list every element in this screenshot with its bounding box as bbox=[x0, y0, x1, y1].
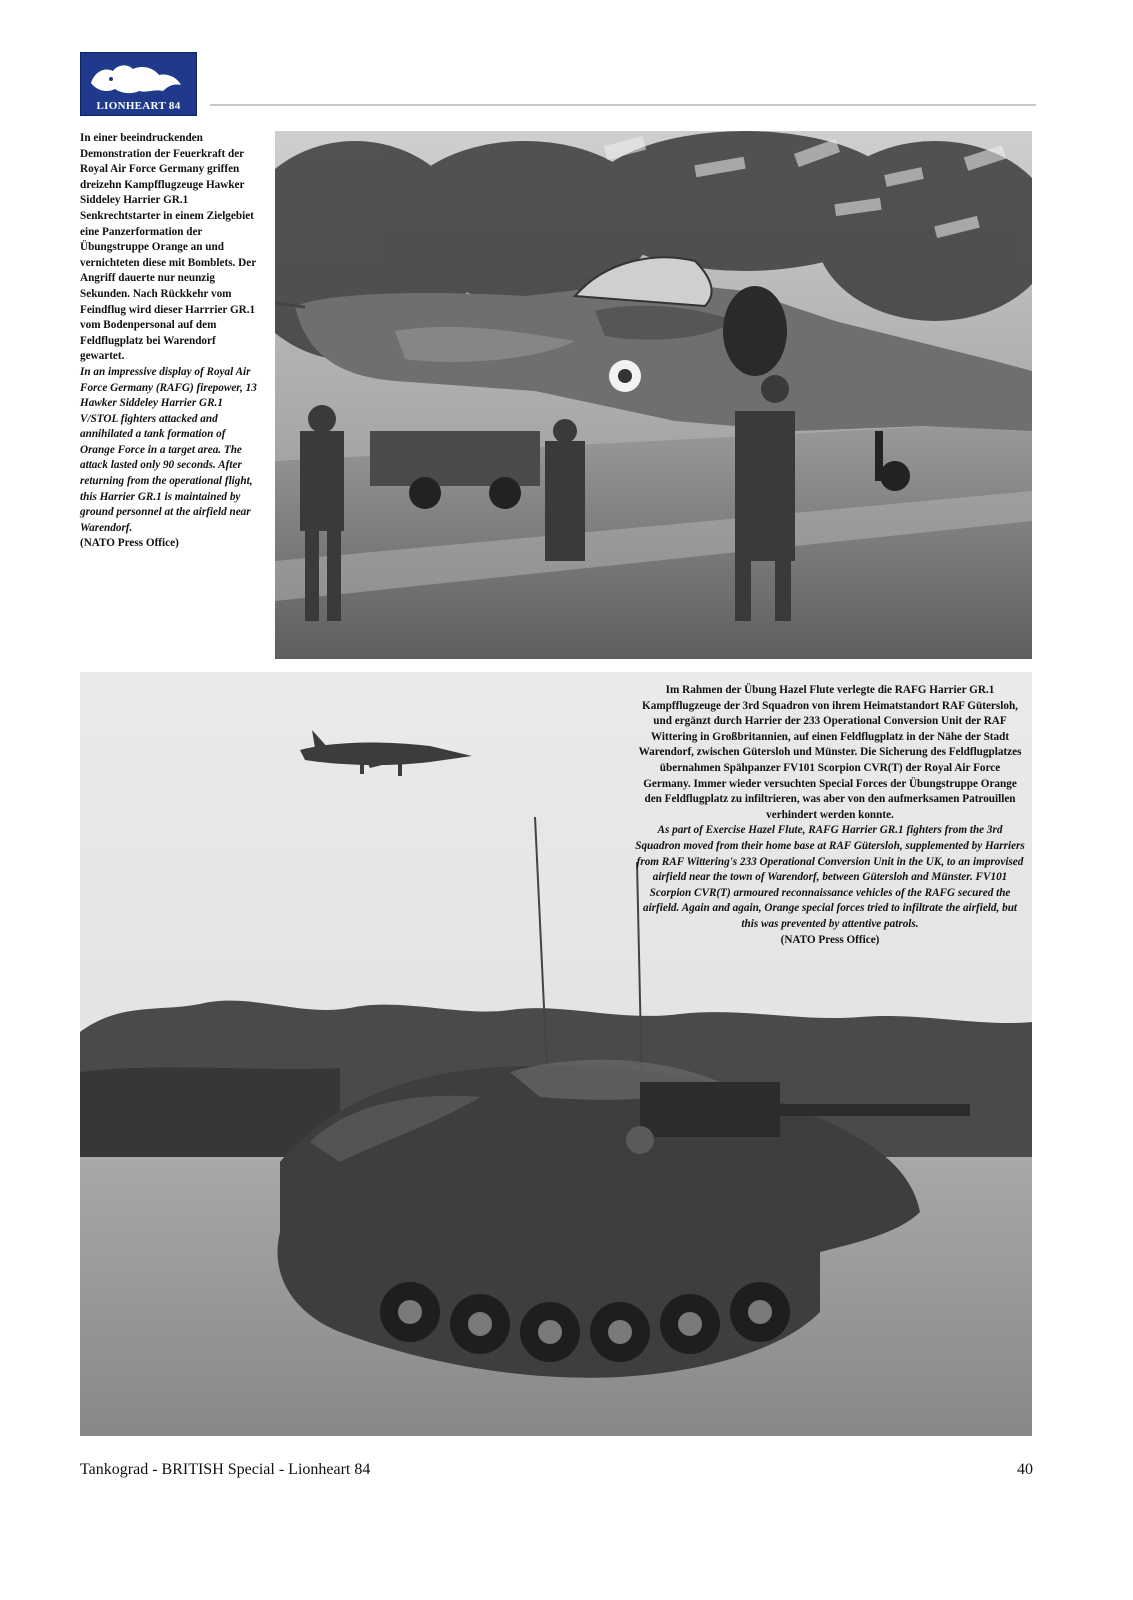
caption-left-english: In an impressive display of Royal Air Force Germany (RAFG) firepower, 13 Hawker Siddeley Harrier GR.1 V/STOL fighters attacked and annihilated a tank formation of Orange Force in a target area. The attack lasted only 90 seconds. After returning from the operational flight, this Harrier GR.1 is maintained by ground personnel at the airfield near Warendorf. bbox=[80, 365, 257, 534]
caption-left-credit: (NATO Press Office) bbox=[80, 537, 179, 550]
footer-title: Tankograd - BRITISH Special - Lionheart 84 bbox=[80, 1461, 371, 1478]
header-rule bbox=[210, 104, 1036, 106]
lionheart-logo bbox=[80, 52, 197, 116]
caption-right-german: Im Rahmen der Übung Hazel Flute verlegte die RAFG Harrier GR.1 Kampfflugzeuge der 3rd Squadron von ihrem Heimatstandort RAF Gütersloh, und ergänzt durch Harrier der 233 Operational Conversion Unit der RAF Wittering in Großbritannien, auf einen Feldflugplatz in der Nähe der Stadt Warendorf, zwischen Gütersloh und Münster. Die Sicherung des Feldflugplatzes übernahmen Spähpanzer FV101 Scorpion CVR(T) der Royal Air Force Germany. Immer wieder versuchten Special Forces der Übungstruppe Orange den Feldflugplatz zu infiltrieren, was aber von den aufmerksamen Patrouillen verhindert werden konnte. bbox=[638, 684, 1022, 821]
caption-left bbox=[80, 131, 260, 552]
caption-right-english: As part of Exercise Hazel Flute, RAFG Harrier GR.1 fighters from the 3rd Squadron moved from their home base at RAF Gütersloh, supplemented by Harriers from RAF Wittering's 233 Operational Conversion Unit in the UK, to an improvised airfield near the town of Warendorf, between Gütersloh and Münster. FV101 Scorpion CVR(T) armoured reconnaissance vehicles of the RAFG secured the airfield. Again and again, Orange special forces tried to infiltrate the airfield, but this was prevented by attentive patrols. bbox=[635, 824, 1025, 930]
page-number: 40 bbox=[1017, 1461, 1033, 1478]
caption-left-german: In einer beeindruckenden Demonstration der Feuerkraft der Royal Air Force Germany griffen dreizehn Kampfflugzeuge Hawker Siddeley Harrier GR.1 Senkrechtstarter in einem Zielgebiet eine Panzerformation der Übungstruppe Orange an und vernichteten diese mit Bomblets. Der Angriff dauerte nur neunzig Sekunden. Nach Rückkehr vom Feindflug wird dieser Harrrier GR.1 vom Bodenpersonal auf dem Feldflugplatz bei Warendorf gewartet. bbox=[80, 132, 256, 363]
logo-text: LIONHEART 84 bbox=[96, 100, 181, 112]
caption-right bbox=[635, 683, 1025, 948]
caption-right-credit: (NATO Press Office) bbox=[780, 933, 880, 946]
photo-harrier-airfield bbox=[275, 131, 1032, 659]
